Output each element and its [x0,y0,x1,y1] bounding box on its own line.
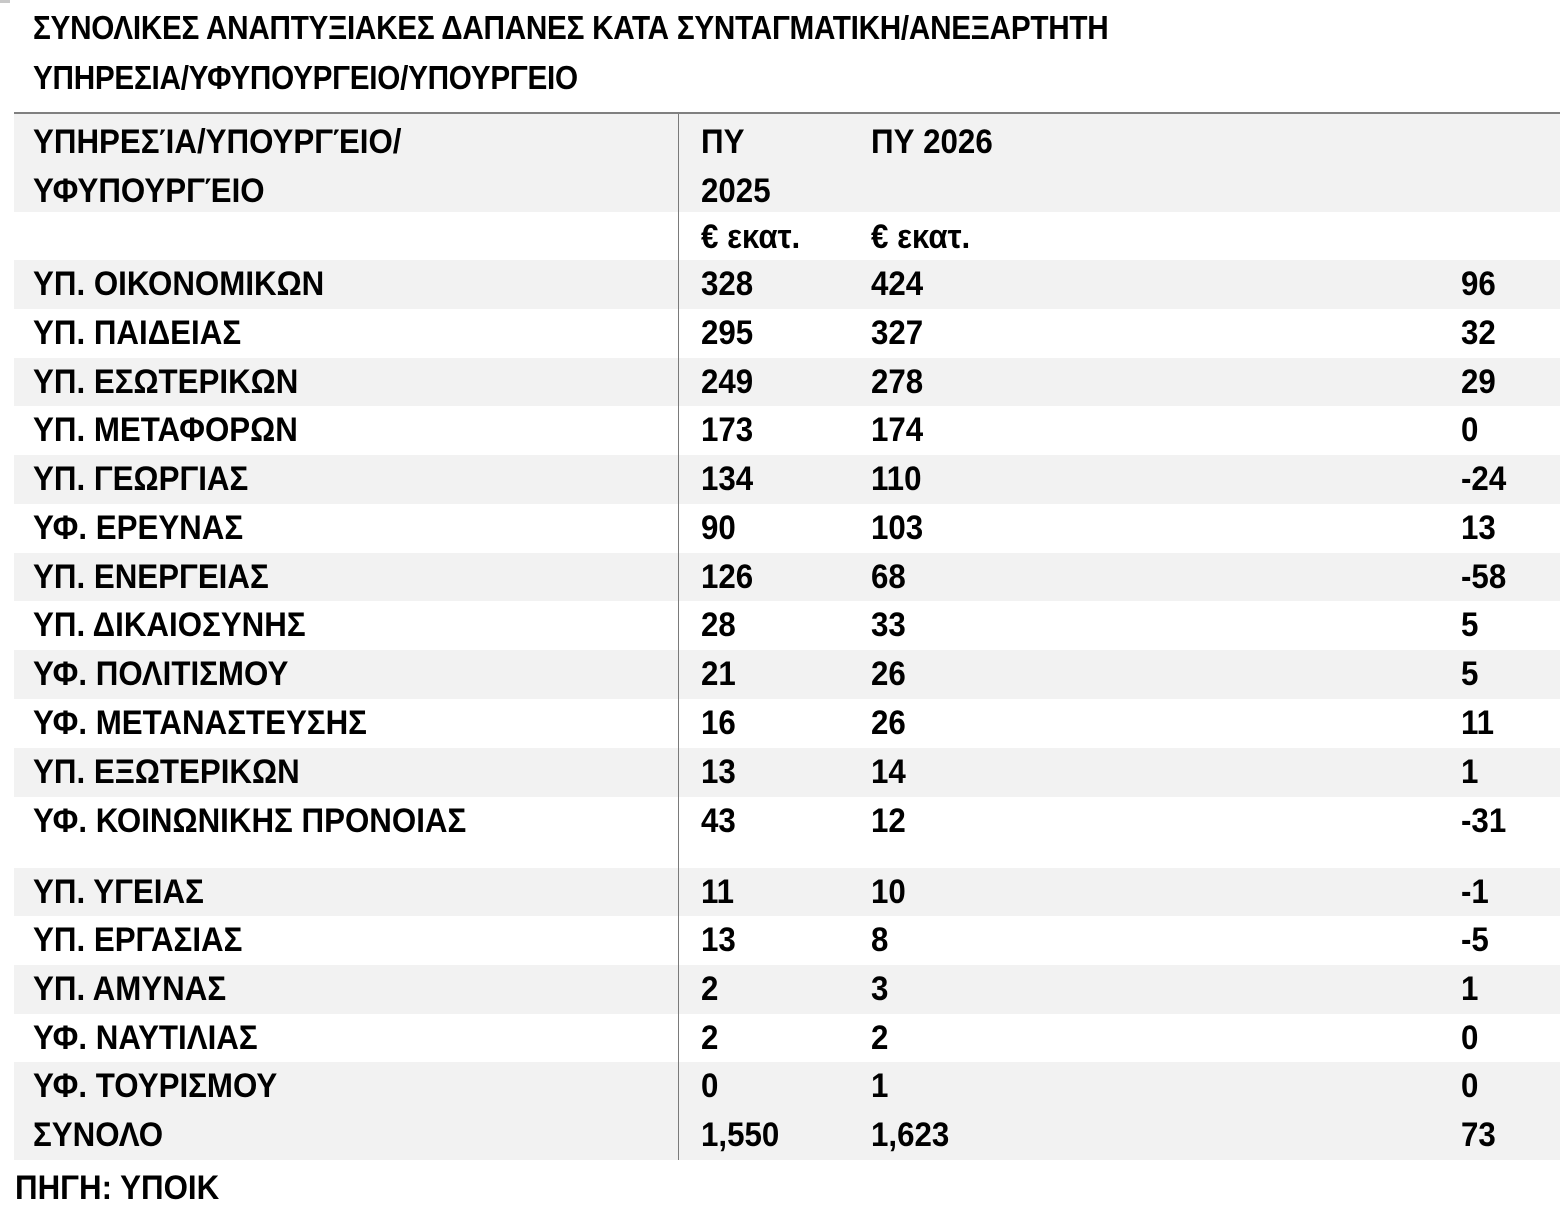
source-note: ΠΗΓΗ: ΥΠΟΙΚ [15,1169,220,1207]
table-row [14,1062,1560,1111]
ministry-name-cell: ΥΠ. ΥΓΕΙΑΣ [33,873,204,911]
ministry-name-cell: ΥΠ. ΜΕΤΑΦΟΡΩΝ [33,411,298,449]
value-2026-cell: 26 [871,655,906,693]
table-row [14,916,1560,965]
value-2026-cell: 103 [871,509,924,547]
value-2026-cell: 33 [871,606,906,644]
value-2025-cell: 126 [701,558,754,596]
difference-cell: 1 [1461,753,1479,791]
header-row [14,114,1560,212]
header-2025-line1: ΠΥ [701,123,745,161]
value-2026-cell: 1 [871,1067,889,1105]
table-row [14,699,1560,748]
unit-2026: € εκατ. [871,218,971,256]
value-2026-cell: 424 [871,265,924,303]
difference-cell: 0 [1461,1019,1479,1057]
difference-cell: -58 [1461,558,1507,596]
table-row [14,553,1560,601]
table-title [33,3,1383,103]
value-2026-cell: 2 [871,1019,889,1057]
column-divider [678,114,679,1160]
header-2025-line2: 2025 [701,172,771,210]
difference-cell: 1 [1461,970,1479,1008]
ministry-name-cell: ΥΦ. ΤΟΥΡΙΣΜΟΥ [33,1067,278,1105]
table-row [14,406,1560,455]
value-2026-cell: 8 [871,921,889,959]
difference-cell: 5 [1461,606,1479,644]
value-2025-cell: 11 [701,873,735,911]
difference-cell: 0 [1461,411,1479,449]
table-row [14,309,1560,358]
table-row [14,868,1560,916]
ministry-name-cell: ΥΠ. ΓΕΩΡΓΙΑΣ [33,460,249,498]
header-2025-cell [701,118,771,216]
ministry-name-cell: ΥΦ. ΝΑΥΤΙΛΙΑΣ [33,1019,258,1057]
ministry-name-cell: ΥΦ. ΕΡΕΥΝΑΣ [33,509,244,547]
ministry-name-cell: ΥΠ. ΕΡΓΑΣΙΑΣ [33,921,243,959]
value-2025-cell: 295 [701,314,754,352]
table-row [14,260,1560,309]
table-row [14,748,1560,797]
ministry-name-cell: ΥΠ. ΟΙΚΟΝΟΜΙΚΩΝ [33,265,325,303]
ministry-name-cell: ΥΠ. ΕΣΩΤΕΡΙΚΩΝ [33,363,299,401]
value-2025-cell: 0 [701,1067,719,1105]
difference-cell: 5 [1461,655,1479,693]
total-2026-cell: 1,623 [871,1116,950,1154]
header-name-cell [33,118,401,216]
table-row [14,965,1560,1014]
units-row [14,212,1560,260]
difference-cell: -5 [1461,921,1489,959]
value-2026-cell: 3 [871,970,889,1008]
value-2025-cell: 28 [701,606,736,644]
value-2025-cell: 43 [701,802,736,840]
table-row [14,1014,1560,1062]
total-label-cell: ΣΥΝΟΛΟ [33,1116,164,1154]
value-2025-cell: 21 [701,655,736,693]
value-2025-cell: 2 [701,970,719,1008]
value-2025-cell: 90 [701,509,736,547]
value-2026-cell: 12 [871,802,906,840]
value-2025-cell: 13 [701,921,736,959]
difference-cell: 11 [1461,704,1495,742]
difference-cell: 32 [1461,314,1496,352]
ministry-name-cell: ΥΠ. ΕΝΕΡΓΕΙΑΣ [33,558,269,596]
value-2026-cell: 110 [871,460,922,498]
value-2026-cell: 14 [871,753,906,791]
ministry-name-cell: ΥΦ. ΜΕΤΑΝΑΣΤΕΥΣΗΣ [33,704,367,742]
value-2025-cell: 16 [701,704,736,742]
header-2026-cell [871,118,993,167]
table-row [14,358,1560,406]
difference-cell: -1 [1461,873,1489,911]
difference-cell: 96 [1461,265,1496,303]
title-line-1: ΣΥΝΟΛΙΚΕΣ ΑΝΑΠΤΥΞΙΑΚΕΣ ΔΑΠΑΝΕΣ ΚΑΤΑ ΣΥΝΤΑΓΜΑΤΙΚΗ/ΑΝΕΞΑΡΤΗΤΗ [33,9,1109,46]
value-2026-cell: 327 [871,314,924,352]
table-row [14,797,1560,868]
ministry-name-cell: ΥΠ. ΑΜΥΝΑΣ [33,970,227,1008]
total-row [14,1111,1560,1160]
value-2026-cell: 10 [871,873,906,911]
table-row [14,650,1560,699]
value-2025-cell: 328 [701,265,754,303]
difference-cell: -24 [1461,460,1507,498]
table-row [14,601,1560,650]
value-2026-cell: 174 [871,411,924,449]
difference-cell: 29 [1461,363,1496,401]
total-difference-cell: 73 [1461,1116,1496,1154]
ministry-name-cell: ΥΠ. ΠΑΙΔΕΙΑΣ [33,314,242,352]
ministry-name-cell: ΥΠ. ΔΙΚΑΙΟΣΥΝΗΣ [33,606,306,644]
value-2025-cell: 134 [701,460,754,498]
total-2025-cell: 1,550 [701,1116,780,1154]
table-row [14,504,1560,553]
difference-cell: 0 [1461,1067,1479,1105]
ministry-name-cell: ΥΠ. ΕΞΩΤΕΡΙΚΩΝ [33,753,300,791]
value-2025-cell: 249 [701,363,754,401]
value-2026-cell: 26 [871,704,906,742]
difference-cell: -31 [1461,802,1507,840]
table-row [14,455,1560,504]
value-2025-cell: 13 [701,753,736,791]
unit-2025: € εκατ. [701,218,801,256]
corner-mark [0,0,10,3]
header-2026-line1: ΠΥ 2026 [871,123,993,161]
value-2026-cell: 278 [871,363,924,401]
title-line-2: ΥΠΗΡΕΣΙΑ/ΥΦΥΠΟΥΡΓΕΙΟ/ΥΠΟΥΡΓΕΙΟ [33,59,578,96]
ministry-name-cell: ΥΦ. ΚΟΙΝΩΝΙΚΗΣ ΠΡΟΝΟΙΑΣ [33,802,467,840]
ministry-name-cell: ΥΦ. ΠΟΛΙΤΙΣΜΟΥ [33,655,289,693]
difference-cell: 13 [1461,509,1496,547]
header-name-line2: ΥΦΥΠΟΥΡΓΈΙΟ [33,172,265,210]
value-2025-cell: 2 [701,1019,719,1057]
value-2026-cell: 68 [871,558,906,596]
header-name-line1: ΥΠΗΡΕΣΊΑ/ΥΠΟΥΡΓΈΙΟ/ [33,123,402,161]
value-2025-cell: 173 [701,411,754,449]
